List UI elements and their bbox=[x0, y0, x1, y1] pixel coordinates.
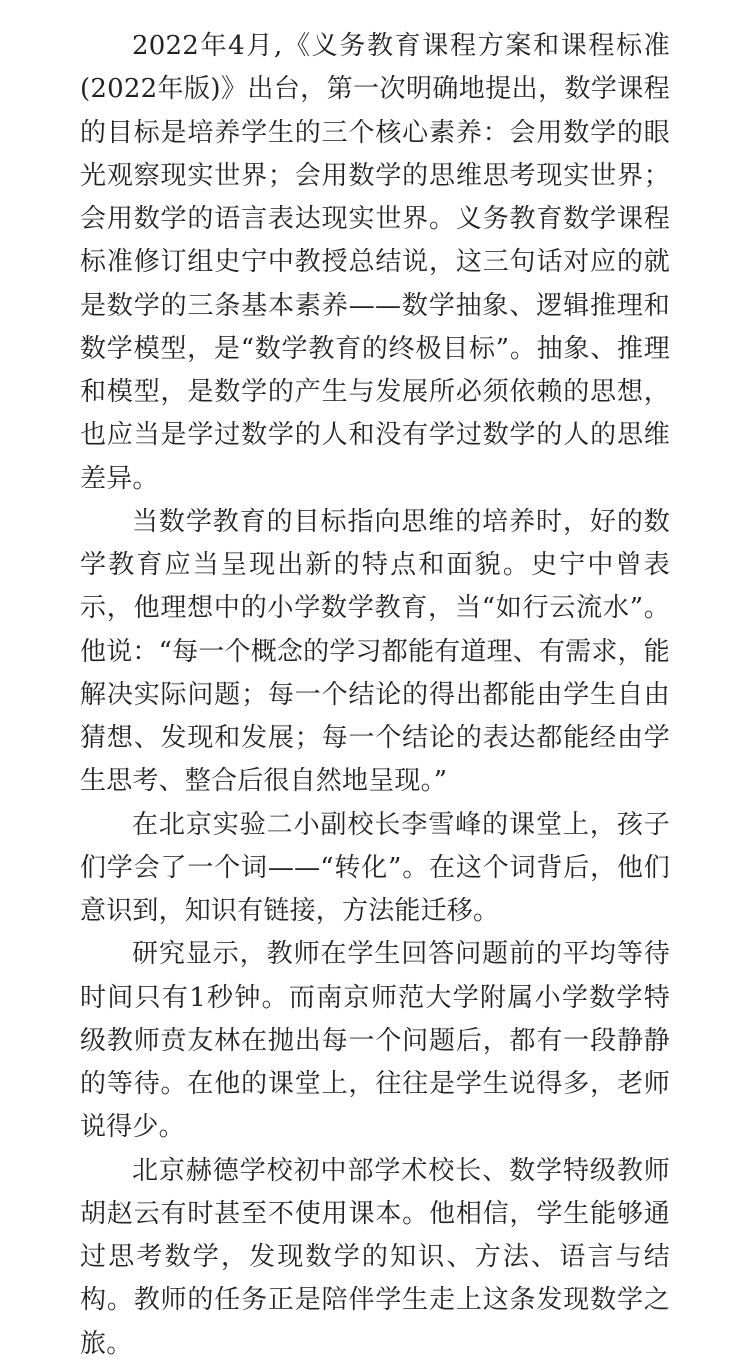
paragraph: 在北京实验二小副校长李雪峰的课堂上，孩子们学会了一个词——“转化”。在这个词背后，他们意识到，知识有链接，方法能迁移。 bbox=[80, 809, 670, 926]
paragraph: 当数学教育的目标指向思维的培养时，好的数学教育应当呈现出新的特点和面貌。史宁中曾表示，他理想中的小学数学教育，当“如行云流水”。他说：“每一个概念的学习都能有道理、有需求，能解决实际问题；每一个结论的得出都能由学生自由猜想、发现和发展；每一个结论的表达都能经由学生思考、整合后很自然地呈现。” bbox=[80, 506, 670, 797]
article-body bbox=[80, 25, 670, 1366]
paragraph: 2022年4月,《义务教育课程方案和课程标准(2022年版)》出台，第一次明确地提出，数学课程的目标是培养学生的三个核心素养：会用数学的眼光观察现实世界；会用数学的思维思考现实世界；会用数学的语言表达现实世界。义务教育数学课程标准修订组史宁中教授总结说，这三句话对应的就是数学的三条基本素养——数学抽象、逻辑推理和数学模型，是“数学教育的终极目标”。抽象、推理和模型，是数学的产生与发展所必须依赖的思想，也应当是学过数学的人和没有学过数学的人的思维差异。 bbox=[80, 31, 670, 494]
paragraph: 研究显示，教师在学生回答问题前的平均等待时间只有1秒钟。而南京师范大学附属小学数学特级教师贲友林在抛出每一个问题后，都有一段静静的等待。在他的课堂上，往往是学生说得多，老师说得少。 bbox=[80, 939, 670, 1143]
paragraph: 北京赫德学校初中部学术校长、数学特级教师胡赵云有时甚至不使用课本。他相信，学生能够通过思考数学，发现数学的知识、方法、语言与结构。教师的任务正是陪伴学生走上这条发现数学之旅。 bbox=[80, 1155, 670, 1359]
